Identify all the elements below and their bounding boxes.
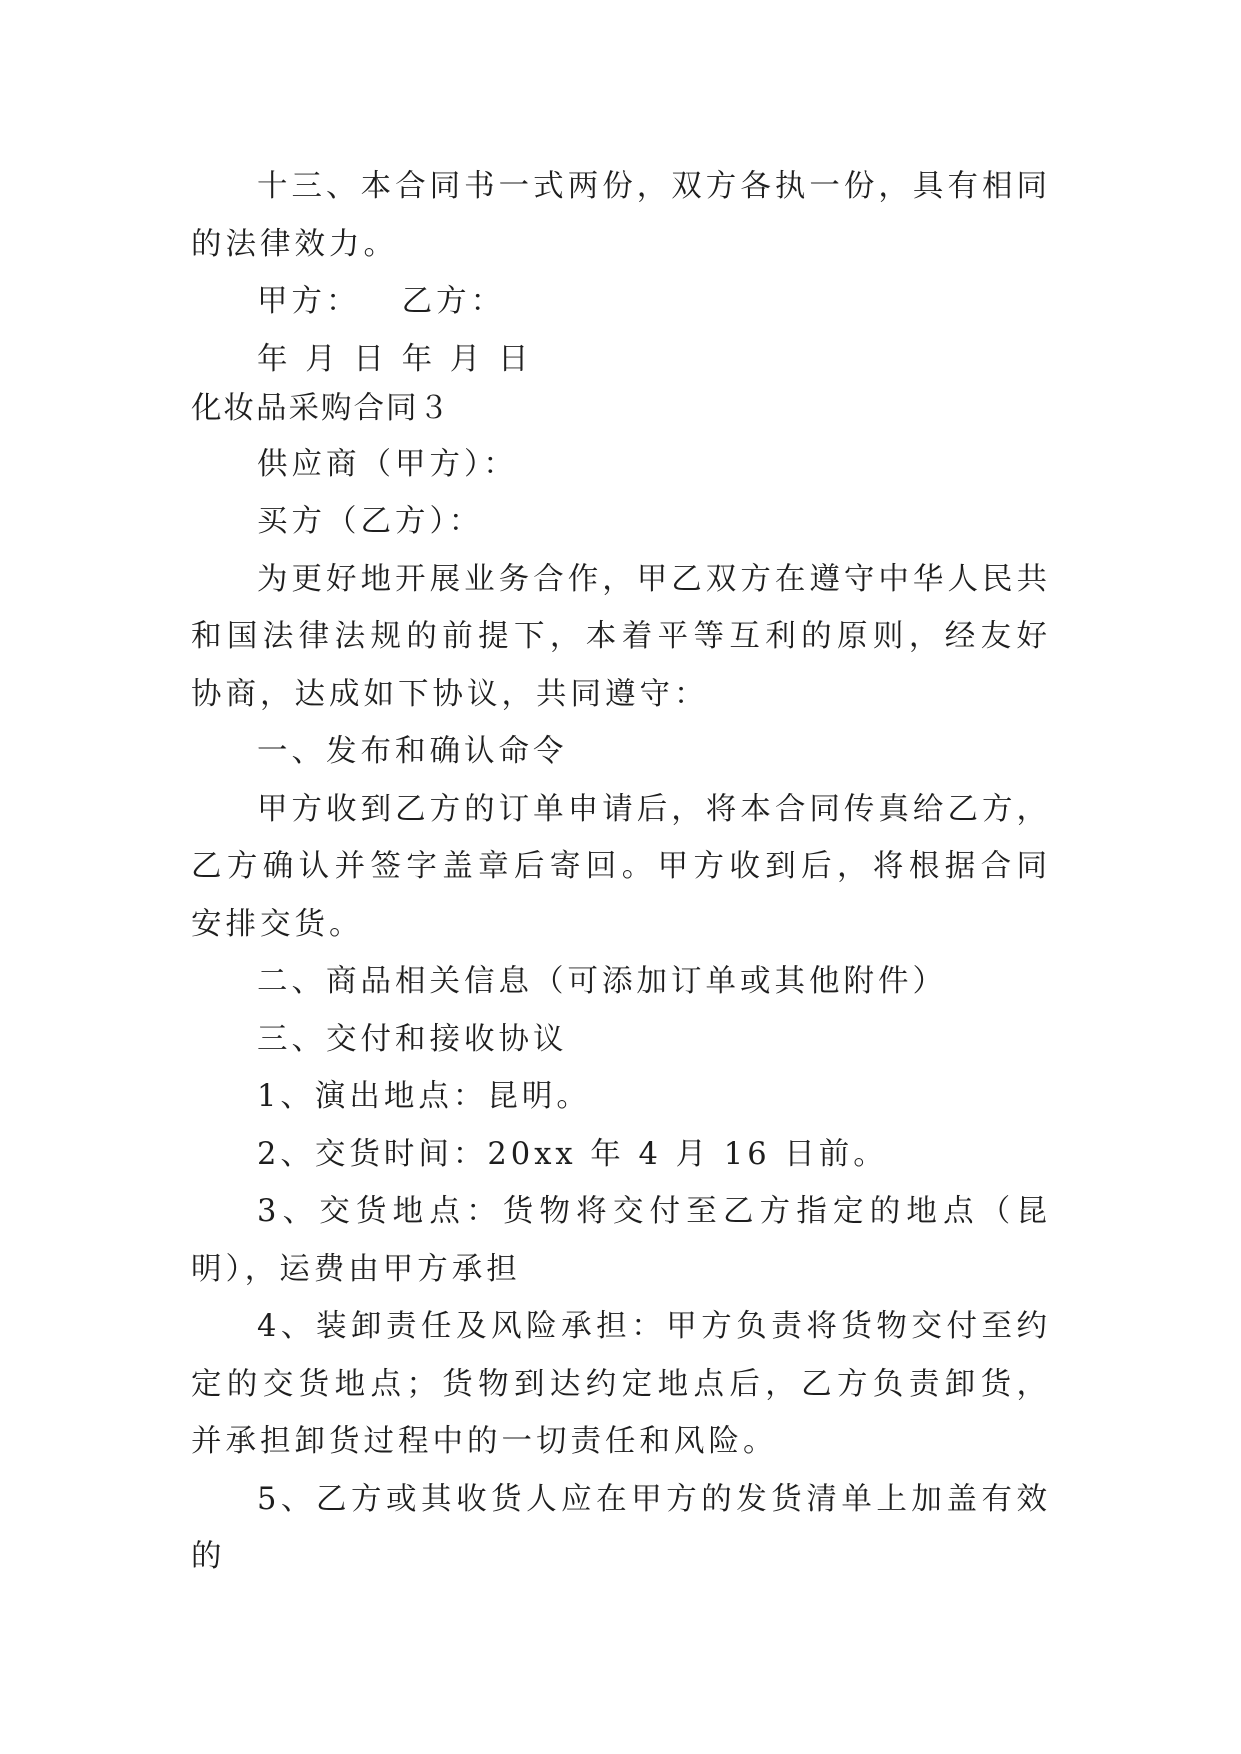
section-3-item-4: 4、装卸责任及风险承担：甲方负责将货物交付至约定的交货地点；货物到达约定地点后，乙方负责卸货，并承担卸货过程中的一切责任和风险。 [191, 1309, 1051, 1459]
section-3-item-3: 3、交货地点：货物将交付至乙方指定的地点（昆明），运费由甲方承担 [191, 1194, 1051, 1287]
buyer-line: 买方（乙方）： [257, 504, 484, 539]
signature-date-line: 年 月 日 年 月 日 [257, 341, 533, 377]
document-body [191, 158, 1051, 1586]
section-3-item-5: 5、乙方或其收货人应在甲方的发货清单上加盖有效的 [191, 1481, 1051, 1574]
clause-13-paragraph: 十三、本合同书一式两份，双方各执一份，具有相同的法律效力。 [191, 169, 1051, 262]
preamble-paragraph: 为更好地开展业务合作，甲乙双方在遵守中华人民共和国法律法规的前提下，本着平等互利的原则，经友好协商，达成如下协议，共同遵守： [191, 561, 1051, 712]
section-1-heading: 一、发布和确认命令 [257, 734, 568, 769]
section-3-heading: 三、交付和接收协议 [257, 1021, 568, 1057]
section-2-heading: 二、商品相关信息（可添加订单或其他附件） [257, 964, 947, 999]
section-1-body: 甲方收到乙方的订单申请后，将本合同传真给乙方，乙方确认并签字盖章后寄回。甲方收到后，将根据合同安排交货。 [191, 791, 1051, 942]
section-3-item-1: 1、演出地点：昆明。 [257, 1079, 591, 1114]
supplier-line: 供应商（甲方）： [257, 446, 518, 482]
contract-title: 化妆品采购合同３ [191, 391, 451, 426]
section-3-item-2: 2、交货时间：20xx 年 4 月 16 日前。 [257, 1136, 888, 1172]
signature-party-line: 甲方： 乙方： [257, 284, 506, 319]
